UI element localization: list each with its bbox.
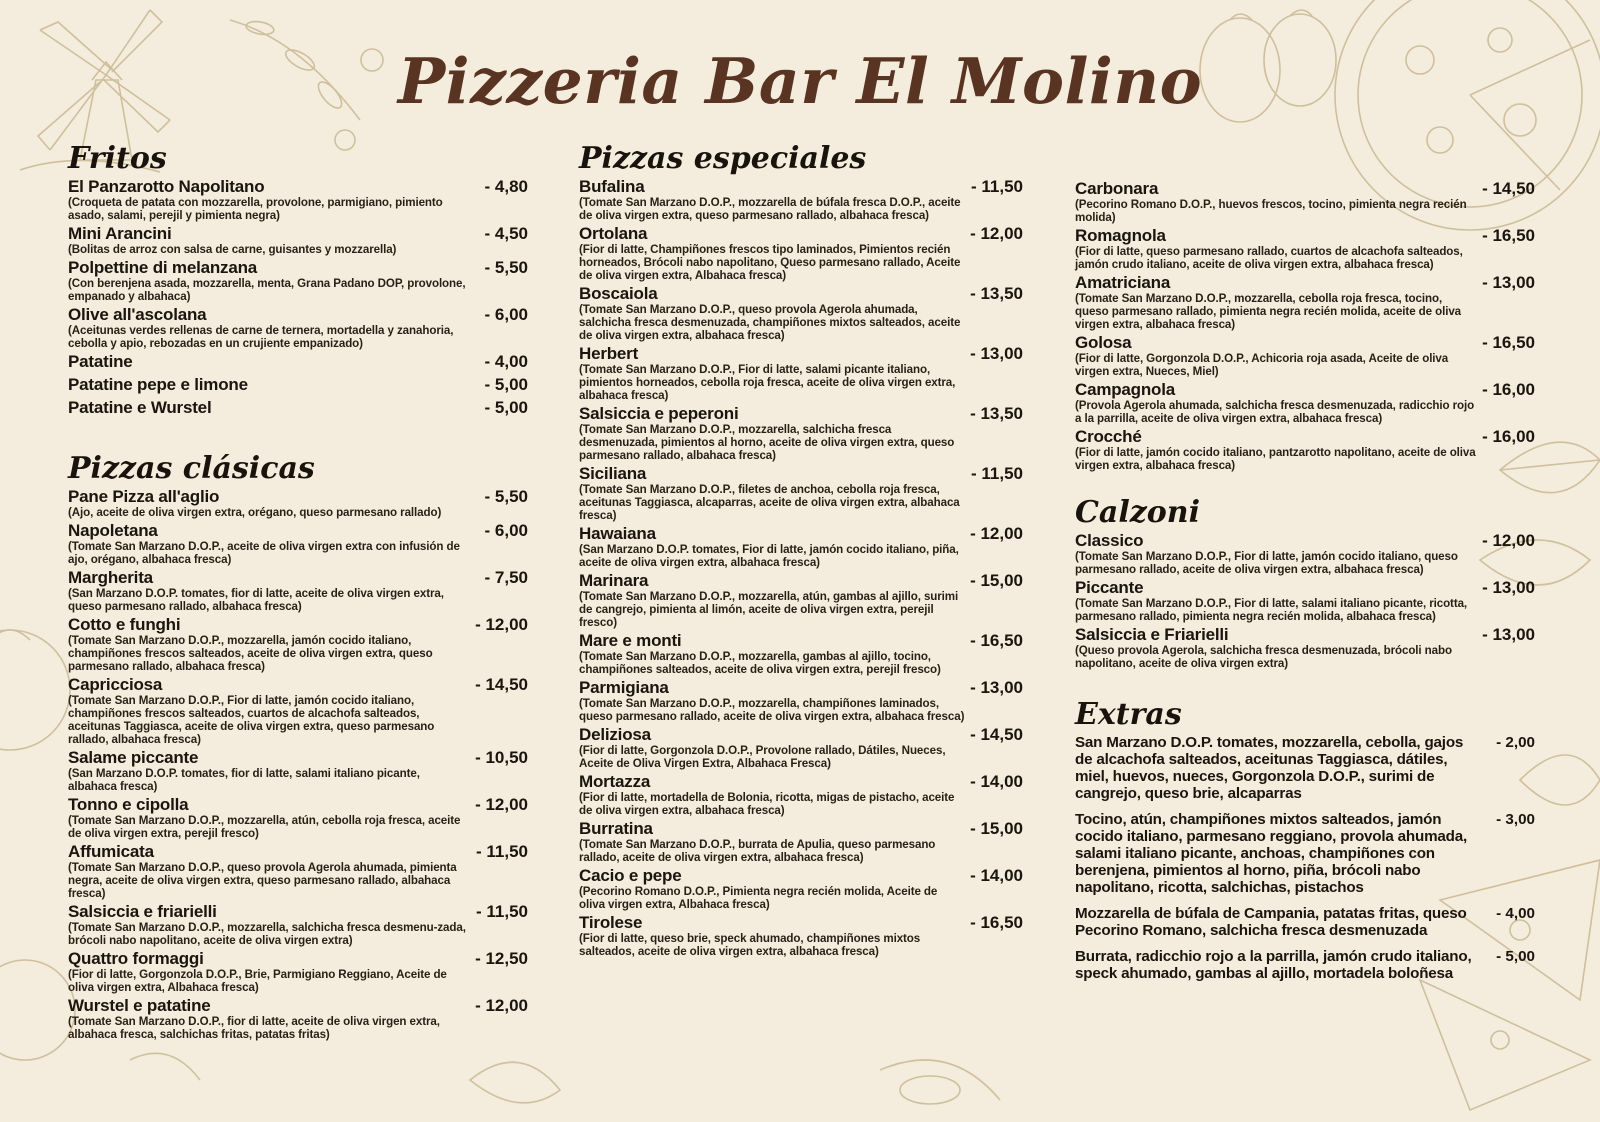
menu-item-description: (Tomate San Marzano D.O.P., mozzarella, gambas al ajillo, tocino, champiñones salteados, aceite de oliva virgen extra, perejil fresco) <box>579 650 941 676</box>
menu-item-name: Boscaiola <box>579 284 658 303</box>
menu-item-description: (Fior di latte, queso brie, speck ahumado, champiñones mixtos salteados, aceite de oliva virgen extra, albahaca fresca) <box>579 932 921 958</box>
section-title-fritos: Fritos <box>68 141 167 176</box>
menu-item-name: Pane Pizza all'aglio <box>68 487 220 506</box>
menu-item-price: - 16,00 <box>1482 427 1535 446</box>
extra-item-price: - 5,00 <box>1496 948 1535 965</box>
menu-item-price: - 7,50 <box>484 568 528 587</box>
menu-item-price: - 16,50 <box>970 631 1023 650</box>
menu-item-price: - 11,50 <box>971 464 1023 483</box>
menu-item <box>68 997 528 1041</box>
menu-item-description: (Tomate San Marzano D.O.P., mozzarella, atún, cebolla roja fresca, aceite de oliva virgen extra, perejil fresco) <box>68 814 461 840</box>
menu-item-header <box>68 376 528 394</box>
menu-item-price: - 13,50 <box>970 284 1023 303</box>
menu-item-description: (Tomate San Marzano D.O.P., mozzarella, cebolla roja fresca, tocino, queso parmesano rallado, pimienta negra recién molida, aceite de oliva virgen extra, albahaca fresca) <box>1075 292 1462 331</box>
menu-item <box>579 726 1023 770</box>
menu-item-name: Herbert <box>579 344 639 363</box>
extra-item-text: Mozzarella de búfala de Campania, patatas fritas, queso Pecorino Romano, salchicha fresca desmenuzada <box>1075 905 1467 939</box>
column-left <box>68 140 528 1044</box>
menu-item-name: Tirolese <box>579 913 643 932</box>
menu-item <box>68 903 528 947</box>
menu-item <box>1075 274 1535 331</box>
menu-item-name: El Panzarotto Napolitano <box>68 177 265 196</box>
menu-item-price: - 12,00 <box>475 996 528 1015</box>
menu-item <box>579 178 1023 222</box>
menu-item-header <box>68 616 528 634</box>
menu-item <box>579 679 1023 723</box>
menu-item <box>68 399 528 417</box>
menu-item-price: - 4,80 <box>484 177 528 196</box>
menu-item-description: (Tomate San Marzano D.O.P., mozzarella, atún, gambas al ajillo, surimi de cangrejo, pimienta al limón, aceite de oliva virgen extra, perejil fresco) <box>579 590 959 629</box>
extra-item-text: Tocino, atún, champiñones mixtos salteados, jamón cocido italiano, parmesano reggiano, provola ahumada, salami italiano picante, anchoas, champiñones con berenjena, pimientos al horno, piña, brócoli nabo napolitano, ricotta, salchichas, pistachos <box>1075 811 1467 896</box>
menu-item <box>579 632 1023 676</box>
menu-item-name: Patatine <box>68 352 133 371</box>
menu-item-price: - 11,50 <box>971 177 1023 196</box>
menu-item-header <box>1075 274 1535 292</box>
menu-item-header <box>1075 381 1535 399</box>
menu-item-description: (Ajo, aceite de oliva virgen extra, orégano, queso parmesano rallado) <box>68 506 442 519</box>
menu-item <box>68 950 528 994</box>
menu-item-description: (Aceitunas verdes rellenas de carne de ternera, mortadella y zanahoria, cebolla y apio, rebozadas en un crujiente empanizado) <box>68 324 454 350</box>
menu-item <box>68 796 528 840</box>
menu-item-name: Salsiccia e peperoni <box>579 404 739 423</box>
menu-item-header <box>68 522 528 540</box>
menu-item-header <box>68 950 528 968</box>
menu-item-description: (Tomate San Marzano D.O.P., Fior di latte, salami picante italiano, pimientos horneados, cebolla roja fresca, aceite de oliva virgen extra, albahaca fresca) <box>579 363 956 402</box>
menu-item <box>579 867 1023 911</box>
menu-item-header <box>68 843 528 861</box>
menu-list-pizzas-clasicas <box>68 488 528 1041</box>
menu-item <box>579 525 1023 569</box>
menu-item-name: Wurstel e patatine <box>68 996 211 1015</box>
menu-item <box>1075 334 1535 378</box>
menu-item-header <box>1075 532 1535 550</box>
menu-item-name: Burratina <box>579 819 653 838</box>
menu-item-price: - 13,00 <box>970 678 1023 697</box>
menu-item-name: Classico <box>1075 531 1144 550</box>
menu-item <box>579 572 1023 629</box>
menu-item <box>579 820 1023 864</box>
menu-item-header <box>68 569 528 587</box>
menu-item-price: - 14,50 <box>475 675 528 694</box>
menu-item-header <box>579 914 1023 932</box>
menu-item-description: (Con berenjena asada, mozzarella, menta, Grana Padano DOP, provolone, empanado y albahaca) <box>68 277 466 303</box>
menu-item-description: (Provola Agerola ahumada, salchicha fresca desmenuzada, radicchio rojo a la parrilla, aceite de oliva virgen extra, albahaca fresca) <box>1075 399 1475 425</box>
menu-item-description: (Tomate San Marzano D.O.P., mozzarella de búfala fresca D.O.P., aceite de oliva virgen extra, queso parmesano rallado, albahaca fresca) <box>579 196 961 222</box>
menu-item-price: - 12,00 <box>970 524 1023 543</box>
menu-item-price: - 11,50 <box>476 902 528 921</box>
menu-list-pizzas-especiales <box>579 178 1023 958</box>
menu-item-description: (Tomate San Marzano D.O.P., fior di latte, aceite de oliva virgen extra, albahaca fresca, salchichas fritas, patatas fritas) <box>68 1015 440 1041</box>
menu-item-price: - 4,00 <box>484 352 528 371</box>
extra-item <box>1075 948 1535 982</box>
menu-item-name: Hawaiana <box>579 524 656 543</box>
menu-item-price: - 13,00 <box>1482 625 1535 644</box>
menu-item <box>579 465 1023 522</box>
menu-item <box>68 676 528 746</box>
menu-item-description: (Tomate San Marzano D.O.P., Fior di latte, jamón cocido italiano, queso parmesano rallado, aceite de oliva virgen extra, albahaca fresca) <box>1075 550 1458 576</box>
menu-item-description: (Fior di latte, Gorgonzola D.O.P., Provolone rallado, Dátiles, Nueces, Aceite de Oliva Virgen Extra, Albahaca Fresca) <box>579 744 946 770</box>
menu-item-name: Mortazza <box>579 772 651 791</box>
menu-item-name: Golosa <box>1075 333 1132 352</box>
menu-item-name: Polpettine di melanzana <box>68 258 258 277</box>
menu-item-description: (Pecorino Romano D.O.P., huevos frescos, tocino, pimienta negra recién molida) <box>1075 198 1467 224</box>
menu-item-description: (Fior di latte, Champiñones frescos tipo laminados, Pimientos recién horneados, Brócoli nabo napolitano, Queso parmesano rallado, Aceite de oliva virgen extra, Albahaca fresca) <box>579 243 961 282</box>
menu-item-description: (Tomate San Marzano D.O.P., queso provola Agerola ahumada, salchicha fresca desmenuzada, champiñones mixtos salteados, aceite de oliva virgen extra, albahaca fresca) <box>579 303 961 342</box>
menu-item <box>1075 381 1535 425</box>
menu-item-header <box>579 225 1023 243</box>
menu-item-price: - 12,00 <box>970 224 1023 243</box>
menu-item-header <box>1075 334 1535 352</box>
menu-item-price: - 13,00 <box>1482 578 1535 597</box>
menu-item-price: - 16,00 <box>1482 380 1535 399</box>
menu-item-name: Patatine pepe e limone <box>68 375 248 394</box>
menu-item-header <box>1075 180 1535 198</box>
menu-item-header <box>68 259 528 277</box>
column-middle <box>579 140 1023 961</box>
menu-item-price: - 13,00 <box>1482 273 1535 292</box>
menu-item-description: (San Marzano D.O.P. tomates, fior di latte, salami italiano picante, albahaca fresca) <box>68 767 420 793</box>
menu-item-price: - 5,00 <box>484 398 528 417</box>
menu-item-header <box>68 488 528 506</box>
extras-list <box>1075 734 1535 982</box>
menu-item <box>68 569 528 613</box>
menu-item <box>68 225 528 256</box>
extra-item-text: Burrata, radicchio rojo a la parrilla, jamón crudo italiano, speck ahumado, gambas al ajillo, mortadela boloñesa <box>1075 948 1472 982</box>
menu-item <box>68 616 528 673</box>
menu-item-header <box>1075 579 1535 597</box>
menu-item-name: Campagnola <box>1075 380 1176 399</box>
menu-item-header <box>579 465 1023 483</box>
menu-item <box>579 225 1023 282</box>
menu-item-header <box>1075 428 1535 446</box>
menu-item-price: - 15,00 <box>970 819 1023 838</box>
tomato-left-illustration <box>0 630 75 1060</box>
menu-item-description: (Fior di latte, Gorgonzola D.O.P., Achicoria roja asada, Aceite de oliva virgen extra, Nueces, Miel) <box>1075 352 1449 378</box>
menu-item-header <box>68 796 528 814</box>
menu-item-description: (Fior di latte, mortadella de Bolonia, ricotta, migas de pistacho, aceite de oliva virgen extra, albahaca fresca) <box>579 791 955 817</box>
menu-item-header <box>68 749 528 767</box>
menu-item-description: (Tomate San Marzano D.O.P., queso provola Agerola ahumada, pimienta negra, aceite de oliva virgen extra, queso parmesano rallado, albahaca fresca) <box>68 861 457 900</box>
menu-item <box>1075 180 1535 224</box>
menu-item-price: - 16,50 <box>970 913 1023 932</box>
menu-item-price: - 12,00 <box>475 795 528 814</box>
menu-item <box>68 749 528 793</box>
menu-item-price: - 15,00 <box>970 571 1023 590</box>
menu-item-description: (Fior di latte, Gorgonzola D.O.P., Brie, Parmigiano Reggiano, Aceite de oliva virgen extra, Albahaca fresca) <box>68 968 447 994</box>
menu-item-description: (San Marzano D.O.P. tomates, Fior di latte, jamón cocido italiano, piña, aceite de oliva virgen extra, albahaca fresca) <box>579 543 959 569</box>
menu-list-pizzas-especiales-continued <box>1075 180 1535 472</box>
menu-item-description: (Croqueta de patata con mozzarella, provolone, parmigiano, pimiento asado, salami, perejil y pimienta negra) <box>68 196 443 222</box>
menu-item-description: (Tomate San Marzano D.O.P., Fior di latte, jamón cocido italiano, champiñones frescos salteados, cuartos de alcachofa salteados, aceitunas Taggiasca, aceite de oliva virgen extra, queso parmesano rallado, albahaca fresca) <box>68 694 435 746</box>
menu-item-header <box>1075 626 1535 644</box>
menu-item-name: Salsiccia e Friarielli <box>1075 625 1229 644</box>
menu-item <box>579 405 1023 462</box>
menu-item-header <box>68 676 528 694</box>
menu-item-name: Salame piccante <box>68 748 199 767</box>
menu-item-name: Marinara <box>579 571 649 590</box>
extra-item <box>1075 734 1535 802</box>
menu-item-name: Parmigiana <box>579 678 669 697</box>
menu-item-price: - 11,50 <box>476 842 528 861</box>
menu-item-price: - 4,50 <box>484 224 528 243</box>
menu-item-description: (Tomate San Marzano D.O.P., mozzarella, jamón cocido italiano, champiñones frescos salteados, aceite de oliva virgen extra, queso parmesano rallado, albahaca fresca) <box>68 634 433 673</box>
menu-item <box>1075 227 1535 271</box>
menu-item <box>68 259 528 303</box>
extra-item-price: - 2,00 <box>1496 734 1535 751</box>
menu-item <box>579 345 1023 402</box>
menu-item-price: - 16,50 <box>1482 226 1535 245</box>
menu-item-price: - 13,50 <box>970 404 1023 423</box>
menu-item-header <box>68 997 528 1015</box>
menu-item-description: (San Marzano D.O.P. tomates, fior di latte, aceite de oliva virgen extra, queso parmesano rallado, albahaca fresca) <box>68 587 444 613</box>
menu-item-name: Margherita <box>68 568 153 587</box>
menu-item-price: - 5,50 <box>484 258 528 277</box>
menu-item-description: (Tomate San Marzano D.O.P., mozzarella, salchicha fresca desmenuzada, pimientos al horno, aceite de oliva virgen extra, queso parmesano rallado, albahaca fresca) <box>579 423 955 462</box>
menu-list-fritos <box>68 178 528 417</box>
menu-item <box>68 353 528 371</box>
menu-item-name: Deliziosa <box>579 725 651 744</box>
menu-item-name: Cotto e funghi <box>68 615 181 634</box>
menu-item-name: Romagnola <box>1075 226 1166 245</box>
menu-item-name: Bufalina <box>579 177 645 196</box>
menu-item-price: - 14,00 <box>970 866 1023 885</box>
menu-item-description: (Tomate San Marzano D.O.P., mozzarella, salchicha fresca desmenu-zada, brócoli nabo napolitano, aceite de oliva virgen extra) <box>68 921 466 947</box>
menu-item <box>68 178 528 222</box>
menu-item-header <box>579 820 1023 838</box>
extra-item <box>1075 811 1535 896</box>
menu-item-description: (Tomate San Marzano D.O.P., burrata de Apulia, queso parmesano rallado, aceite de oliva virgen extra, albahaca fresca) <box>579 838 936 864</box>
menu-item-header <box>579 525 1023 543</box>
menu-item-name: Patatine e Wurstel <box>68 398 212 417</box>
menu-item-name: Affumicata <box>68 842 154 861</box>
menu-item <box>68 488 528 519</box>
menu-item <box>1075 428 1535 472</box>
extra-item <box>1075 905 1535 939</box>
menu-item-name: Carbonara <box>1075 179 1159 198</box>
section-title-calzoni: Calzoni <box>1075 495 1200 530</box>
menu-item-name: Quattro formaggi <box>68 949 204 968</box>
menu-item-header <box>68 178 528 196</box>
menu-item-header <box>579 726 1023 744</box>
menu-item-description: (Tomate San Marzano D.O.P., aceite de oliva virgen extra con infusión de ajo, orégano, albahaca fresca) <box>68 540 460 566</box>
menu-item-name: Siciliana <box>579 464 647 483</box>
menu-item <box>68 306 528 350</box>
menu-item-price: - 12,50 <box>475 949 528 968</box>
menu-item-price: - 14,00 <box>970 772 1023 791</box>
menu-item-description: (Pecorino Romano D.O.P., Pimienta negra recién molida, Aceite de oliva virgen extra, Albahaca fresca) <box>579 885 938 911</box>
menu-item-header <box>68 399 528 417</box>
extra-item-text: San Marzano D.O.P. tomates, mozzarella, cebolla, gajos de alcachofa salteados, aceitunas Taggiasca, dátiles, miel, huevos, nueces, Gorgonzola D.O.P., surimi de cangrejo, queso brie, alcaparras <box>1075 734 1464 802</box>
menu-item-name: Ortolana <box>579 224 648 243</box>
menu-item-description: (Fior di latte, queso parmesano rallado, cuartos de alcachofa salteados, jamón crudo italiano, aceite de oliva virgen extra, albahaca fresca) <box>1075 245 1463 271</box>
menu-item-description: (Tomate San Marzano D.O.P., mozzarella, champiñones laminados, queso parmesano rallado, aceite de oliva virgen extra, albahaca fresca) <box>579 697 965 723</box>
menu-item-name: Napoletana <box>68 521 158 540</box>
menu-item-name: Mini Arancini <box>68 224 172 243</box>
herb-illustration <box>130 1053 1000 1104</box>
menu-item-header <box>579 285 1023 303</box>
menu-item-description: (Queso provola Agerola, salchicha fresca desmenuzada, brócoli nabo napolitano, aceite de oliva virgen extra) <box>1075 644 1452 670</box>
menu-item-price: - 6,00 <box>484 305 528 324</box>
page-title: Pizzeria Bar El Molino <box>397 44 1203 118</box>
menu-item <box>68 522 528 566</box>
menu-item <box>1075 626 1535 670</box>
section-title-extras: Extras <box>1075 697 1182 732</box>
menu-item-name: Olive all'ascolana <box>68 305 207 324</box>
menu-item-price: - 14,50 <box>1482 179 1535 198</box>
extra-item-price: - 4,00 <box>1496 905 1535 922</box>
menu-item-name: Crocché <box>1075 427 1142 446</box>
menu-item-description: (Tomate San Marzano D.O.P., Fior di latte, salami italiano picante, ricotta, parmesano rallado, pimienta negra recién molida, albahaca fresca) <box>1075 597 1468 623</box>
menu-item-description: (Tomate San Marzano D.O.P., filetes de anchoa, cebolla roja fresca, aceitunas Taggiasca, alcaparras, aceite de oliva virgen extra, albahaca fresca) <box>579 483 960 522</box>
menu-item-name: Cacio e pepe <box>579 866 682 885</box>
menu-item-header <box>579 867 1023 885</box>
menu-item-price: - 5,50 <box>484 487 528 506</box>
menu-item-price: - 14,50 <box>970 725 1023 744</box>
menu-item-header <box>579 773 1023 791</box>
menu-item-price: - 16,50 <box>1482 333 1535 352</box>
menu-item-header <box>68 903 528 921</box>
menu-item-price: - 13,00 <box>970 344 1023 363</box>
menu-item-header <box>579 679 1023 697</box>
menu-item <box>579 914 1023 958</box>
menu-item-price: - 12,00 <box>475 615 528 634</box>
section-title-pizzas-clasicas: Pizzas clásicas <box>68 451 315 486</box>
menu-item-header <box>1075 227 1535 245</box>
menu-item-header <box>579 178 1023 196</box>
menu-item-header <box>68 225 528 243</box>
menu-item-name: Amatriciana <box>1075 273 1171 292</box>
menu-item-header <box>579 345 1023 363</box>
menu-item <box>579 773 1023 817</box>
menu-item <box>68 843 528 900</box>
menu-item <box>1075 532 1535 576</box>
menu-item-price: - 10,50 <box>475 748 528 767</box>
menu-item-header <box>579 632 1023 650</box>
menu-item <box>1075 579 1535 623</box>
column-right <box>1075 180 1535 991</box>
menu-item-header <box>579 405 1023 423</box>
menu-item-header <box>579 572 1023 590</box>
menu-item-name: Piccante <box>1075 578 1144 597</box>
menu-item-description: (Fior di latte, jamón cocido italiano, pantzarotto napolitano, aceite de oliva virgen extra, albahaca fresca) <box>1075 446 1476 472</box>
menu-item <box>68 376 528 394</box>
menu-item-price: - 6,00 <box>484 521 528 540</box>
menu-item-price: - 5,00 <box>484 375 528 394</box>
menu-item <box>579 285 1023 342</box>
menu-item-description: (Bolitas de arroz con salsa de carne, guisantes y mozzarella) <box>68 243 397 256</box>
menu-item-header <box>68 353 528 371</box>
extra-item-price: - 3,00 <box>1496 811 1535 828</box>
section-title-pizzas-especiales: Pizzas especiales <box>579 141 867 176</box>
menu-item-name: Capricciosa <box>68 675 163 694</box>
menu-item-name: Tonno e cipolla <box>68 795 189 814</box>
menu-list-calzoni <box>1075 532 1535 670</box>
menu-item-name: Salsiccia e friarielli <box>68 902 217 921</box>
menu-item-header <box>68 306 528 324</box>
menu-item-name: Mare e monti <box>579 631 682 650</box>
menu-item-price: - 12,00 <box>1482 531 1535 550</box>
